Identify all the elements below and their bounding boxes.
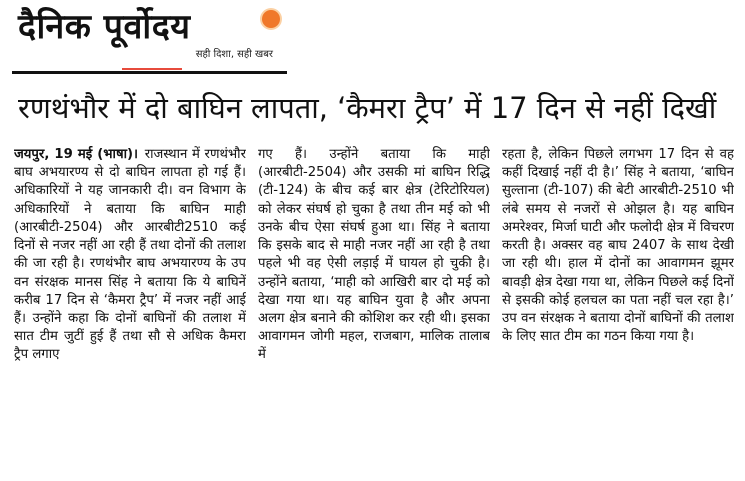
masthead <box>12 4 287 74</box>
sun-icon <box>262 10 280 28</box>
article-paragraph-3: रहता है, लेकिन पिछले लगभग 17 दिन से वह कहीं दिखाई नहीं दी है।’ सिंह ने बताया, ‘बाघिन सुल्ताना (टी-107) की बेटी आरबीटी-2510 भी लंबे समय से नजरों से ओझल है। यह बाघिन अमरेश्वर, मिर्जा घाटी और फलोदी क्षेत्र में विचरण करती है। अक्सर वह बाघ 2407 के साथ देखी जा रही थी। हाल में दोनों का आवागमन झूमर बावड़ी क्षेत्र देखा गया था, लेकिन पिछले कई दिनों से इसकी कोई हलचल का पता नहीं चल रहा है।’ उप वन संरक्षक ने बताया दोनों बाघिनों की तलाश के लिए सात टीम का गठन किया गया है। <box>502 147 734 345</box>
dateline: जयपुर, 19 मई (भाषा)। <box>14 147 139 162</box>
article-paragraph-2: गए हैं। उन्होंने बताया कि माही (आरबीटी-2504) और उसकी मां बाघिन रिद्धि (टी-124) के बीच कई बार क्षेत्र (टेरिटोरियल) को लेकर संघर्ष हो चुका है तथा तीन मई को भी उनके बीच ऐसा संघर्ष हुआ था। सिंह ने बताया कि इसके बाद से माही नजर नहीं आ रही है तथा पहले भी वह ऐसी लड़ाई में घायल हो चुकी है। उन्होंने बताया, ‘माही को आखिरी बार दो मई को देखा गया था। यह बाघिन युवा है और अपना अलग क्षेत्र बनाने की कोशिश कर रही थी। इसका आवागमन जोगी महल, राजबाग, मालिक तालाब में <box>258 147 490 363</box>
brand-accent-line <box>122 68 182 70</box>
article-paragraph-1 <box>14 146 246 365</box>
article-body <box>14 146 734 476</box>
article-column-3 <box>502 146 734 476</box>
brand-name: दैनिक पूर्वोदय <box>18 7 191 47</box>
article-column-2 <box>258 146 490 476</box>
article-text-1: राजस्थान में रणथंभौर बाघ अभयारण्य से दो बाघिन लापता हो गई हैं। अधिकारियों ने यह जानकारी दी। वन विभाग के अधिकारियों ने बताया कि बाघिन माही (आरबीटी-2504) और आरबीटी2510 कई दिनों से नजर नहीं आ रही हैं तथा दोनों की तलाश की जा रही है। रणथंभौर बाघ अभयारण्य के उप वन संरक्षक मानस सिंह ने बताया कि ये बाघिनें करीब 17 दिन से ‘कैमरा ट्रैप’ में नजर नहीं आई हैं। उन्होंने कहा कि दोनों बाघिनों की तलाश में सात टीम जुटीं हुई हैं तथा सौ से अधिक कैमरा ट्रैप लगाए <box>14 147 246 363</box>
article-column-1 <box>14 146 246 476</box>
article-headline: रणथंभौर में दो बाघिन लापता, ‘कैमरा ट्रैप’ में 17 दिन से नहीं दिखीं <box>18 91 717 125</box>
brand-tagline: सही दिशा, सही खबर <box>195 49 273 60</box>
